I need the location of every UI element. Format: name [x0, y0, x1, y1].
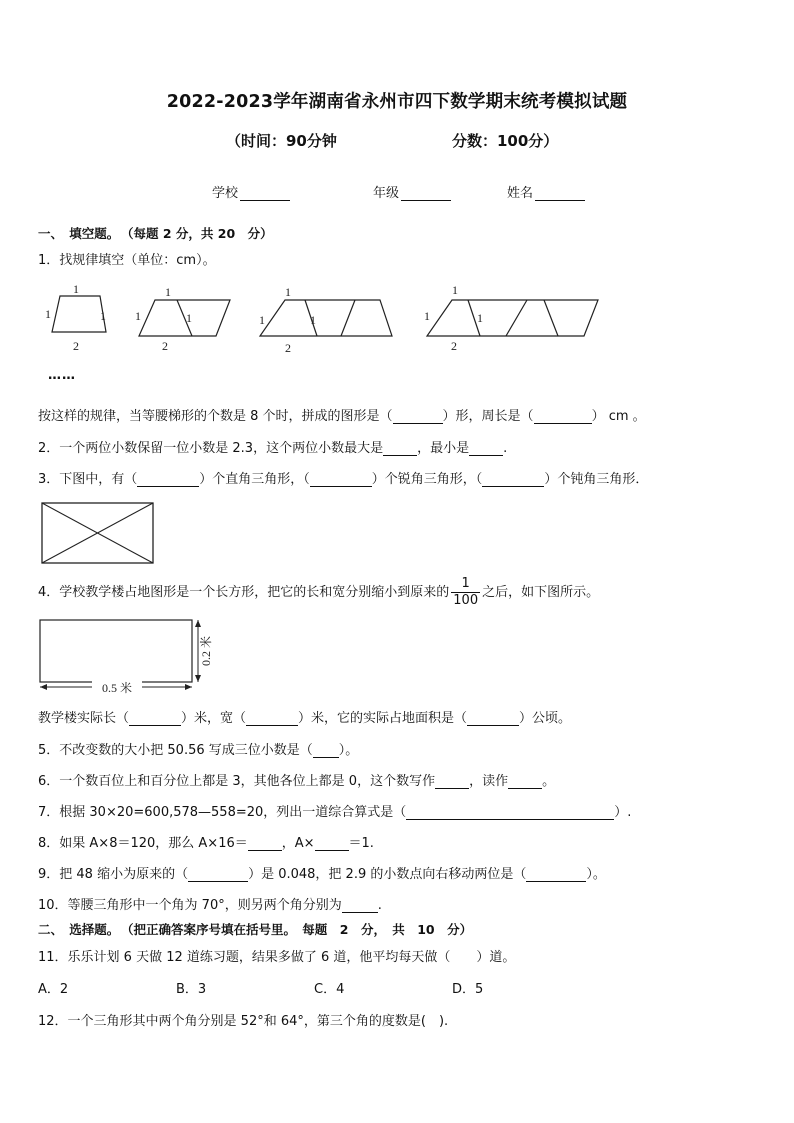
height-label: 0.2 米: [199, 635, 213, 667]
q11-option-a[interactable]: A．2: [38, 982, 69, 997]
fig4-top-label: 1: [452, 283, 458, 297]
page-title: 2022-2023学年湖南省永州市四下数学期末统考模拟试题: [166, 92, 628, 112]
q9-result-blank[interactable]: [526, 868, 586, 882]
section-1-label: 一、 填空题。: [38, 226, 120, 241]
fig4-side-label: 1: [477, 311, 483, 325]
question-8: 8．如果 A×8＝120，那么 A×16＝ ，A× ＝1.: [38, 836, 374, 851]
q11-option-c[interactable]: C．4: [314, 982, 345, 997]
fig1-side-label: 1: [45, 307, 51, 321]
trapezoid-3: [260, 300, 392, 336]
fig4-bottom-label: 2: [451, 339, 457, 353]
fig3-top-label: 1: [285, 285, 291, 299]
exam-score: 分数：100分）: [452, 132, 559, 150]
parallelogram-4: [427, 300, 598, 336]
question-2: 2．一个两位小数保留一位小数是 2.3，这个两位小数最大是 ，最小是 .: [38, 441, 508, 456]
question-5: 5．不改变数的大小把 50.56 写成三位小数是（ ）。: [38, 743, 359, 758]
question-7: 7．根据 30×20=600,578—558=20，列出一道综合算式是（ ）.: [38, 805, 632, 820]
section-2-label: 二、 选择题。: [38, 922, 120, 937]
q10-blank[interactable]: [342, 899, 378, 913]
school-blank[interactable]: [240, 186, 290, 201]
q3-acute-blank[interactable]: [310, 473, 372, 487]
fig3-side-label: 1: [259, 313, 265, 327]
q5-blank[interactable]: [313, 744, 339, 758]
fig2-top-label: 1: [165, 285, 171, 299]
fig2-side-label: 1: [135, 309, 141, 323]
trapezoid-1: [52, 296, 106, 332]
name-label: 姓名: [507, 186, 534, 201]
fig2-bottom-label: 2: [162, 339, 168, 353]
grade-field[interactable]: [373, 182, 451, 201]
question-4-answer: 教学楼实际长（ ）米，宽（ ）米，它的实际占地面积是（ ）公顷。: [38, 711, 572, 726]
fig1-top-label: 1: [73, 282, 79, 296]
fraction-one-hundredth: $\frac{1}{100}$: [453, 576, 479, 608]
fig1-side-label: 1: [100, 309, 106, 323]
grade-label: 年级: [373, 186, 400, 201]
q3-right-blank[interactable]: [137, 473, 199, 487]
question-12: 12．一个三角形其中两个角分别是 52°和 64°，第三个角的度数是( ).: [38, 1014, 449, 1029]
q4-length-blank[interactable]: [129, 712, 181, 726]
name-blank[interactable]: [535, 186, 585, 201]
section-2-heading: [38, 920, 472, 938]
exam-time: （时间：90分钟: [226, 132, 337, 150]
q1-shape-blank[interactable]: [393, 410, 443, 424]
question-1-answer: 按这样的规律，当等腰梯形的个数是 8 个时，拼成的图形是（ ）形，周长是（ ） cm 。: [38, 409, 646, 424]
school-label: 学校: [212, 186, 239, 201]
fig3-bottom-label: 2: [285, 341, 291, 355]
section-1-heading: [38, 224, 273, 242]
q9-ratio-blank[interactable]: [188, 868, 248, 882]
question-9: 9．把 48 缩小为原来的（ ）是 0.048，把 2.9 的小数点向右移动两位是（ ）。: [38, 867, 606, 882]
grade-blank[interactable]: [401, 186, 451, 201]
q11-option-d[interactable]: D．5: [452, 982, 484, 997]
question-6: 6．一个数百位上和百分位上都是 3，其他各位上都是 0，这个数写作 ，读作 。: [38, 774, 556, 789]
name-field[interactable]: [507, 182, 585, 201]
section-1-note: （每题 2 分，共 20 分）: [127, 226, 273, 241]
fig4-side-label: 1: [424, 309, 430, 323]
q3-obtuse-blank[interactable]: [482, 473, 544, 487]
section-2-note: （把正确答案序号填在括号里。 每题 2 分， 共 10 分）: [127, 922, 473, 937]
rectangle-diagonals-figure: [40, 500, 156, 566]
q8-factor-blank[interactable]: [315, 837, 349, 851]
fig1-bottom-label: 2: [73, 339, 79, 353]
q8-product-blank[interactable]: [248, 837, 282, 851]
trapezoid-pattern-figure: [30, 280, 630, 360]
width-label: 0.5 米: [101, 681, 133, 695]
question-10: 10．等腰三角形中一个角为 70°，则另两个角分别为 .: [38, 898, 382, 913]
school-field[interactable]: [212, 182, 290, 201]
fig2-side-label: 1: [186, 311, 192, 325]
q4-width-blank[interactable]: [246, 712, 298, 726]
question-1: 1．找规律填空（单位：cm）。: [38, 253, 216, 268]
continuation-dots: ……: [48, 368, 76, 383]
q11-option-b[interactable]: B．3: [176, 982, 207, 997]
q2-min-blank[interactable]: [469, 442, 503, 456]
q6-read-blank[interactable]: [508, 775, 542, 789]
question-3: 3．下图中，有（ ）个直角三角形，（ ）个锐角三角形，（ ）个钝角三角形．: [38, 472, 649, 487]
question-4: 4．学校教学楼占地图形是一个长方形，把它的长和宽分别缩小到原来的 $\frac{1}{100}$ 之后，如下图所示。: [38, 576, 600, 608]
q6-write-blank[interactable]: [435, 775, 469, 789]
q1-perimeter-blank[interactable]: [534, 410, 592, 424]
building-rectangle-figure: [36, 614, 216, 698]
question-11: 11．乐乐计划 6 天做 12 道练习题，结果多做了 6 道，他平均每天做（ ）道。: [38, 950, 516, 965]
q7-expression-blank[interactable]: [406, 806, 614, 820]
q2-max-blank[interactable]: [383, 442, 417, 456]
q4-area-blank[interactable]: [467, 712, 519, 726]
fig3-side-label: 1: [310, 313, 316, 327]
